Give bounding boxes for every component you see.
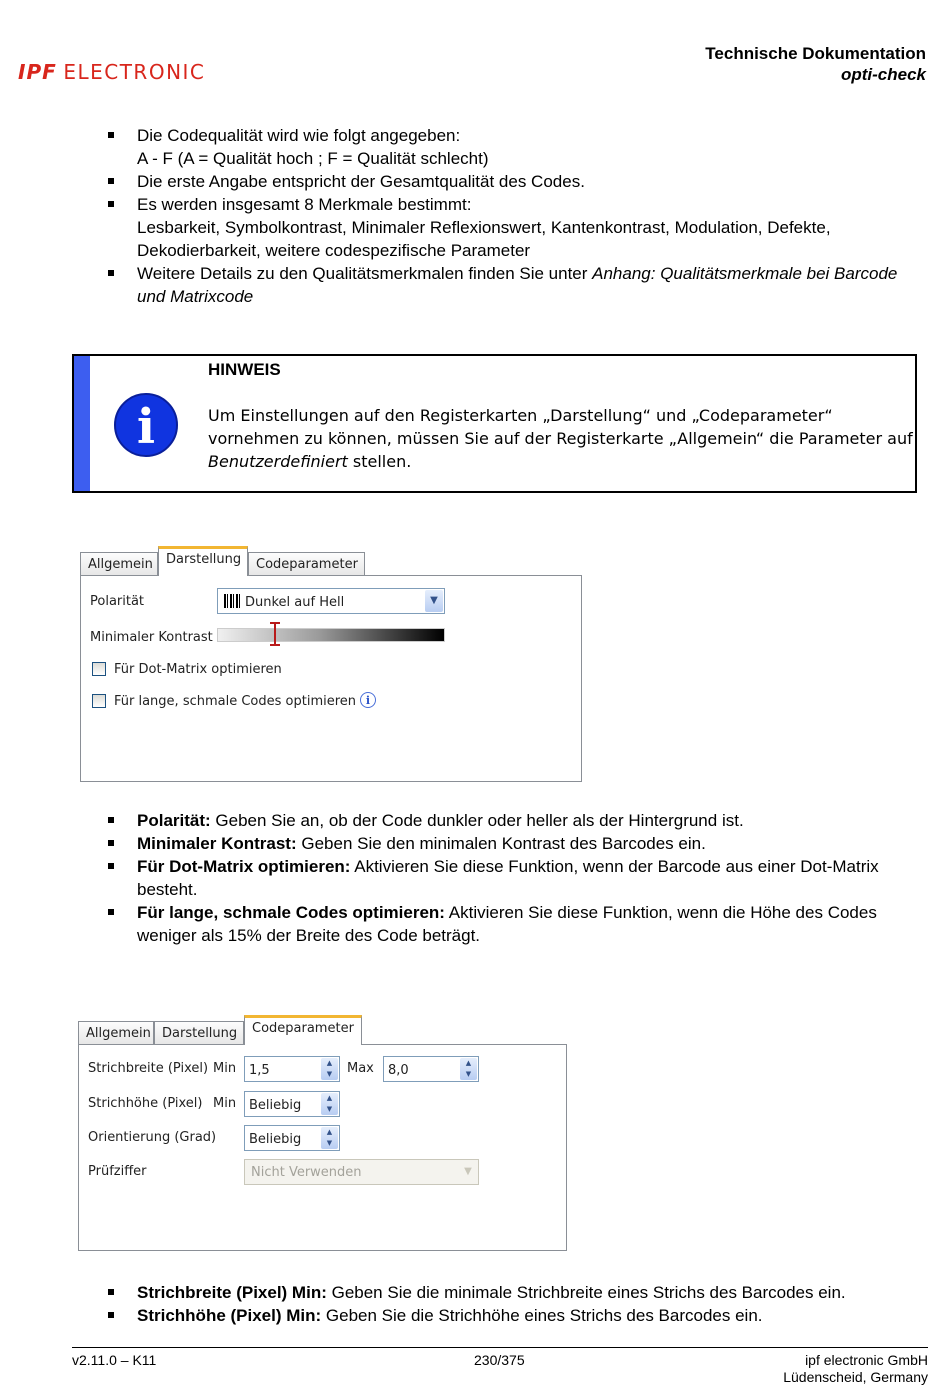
- document-subtitle: opti-check: [840, 65, 926, 84]
- footer-divider: [72, 1347, 928, 1348]
- spinner-arrows-icon[interactable]: ▲ ▼: [321, 1058, 338, 1080]
- logo-electronic: ELECTRONIC: [63, 60, 206, 84]
- pruefziffer-label: Prüfziffer: [88, 1164, 147, 1179]
- slider-thumb[interactable]: [274, 622, 276, 646]
- tab-allgemein[interactable]: Allgemein: [80, 552, 158, 576]
- footer-page-number: 230/375: [474, 1352, 525, 1368]
- list-item-term: Minimaler Kontrast:: [137, 834, 297, 853]
- appendix-reference: Anhang: Qualitätsmerkmale bei Barcode und Matrixcode: [137, 264, 898, 306]
- company-logo: [18, 60, 205, 85]
- tab-darstellung[interactable]: Darstellung: [158, 546, 248, 576]
- barcode-icon: [224, 594, 240, 608]
- tab-codeparameter[interactable]: Codeparameter: [244, 1015, 362, 1045]
- list-item-text: Die erste Angabe entspricht der Gesamtqualität des Codes.: [137, 172, 585, 191]
- info-icon: i: [114, 393, 178, 457]
- pruefziffer-select: [244, 1159, 479, 1185]
- list-item: [108, 170, 918, 193]
- strichbreite-min-value: 1,5: [249, 1063, 270, 1078]
- list-item: [108, 262, 918, 308]
- list-item: [108, 124, 918, 170]
- document-title: Technische Dokumentation: [705, 44, 926, 63]
- list-item-desc: Geben Sie die Strichhöhe eines Strichs des Barcodes ein.: [321, 1306, 763, 1325]
- list-item-text: Die Codequalität wird wie folgt angegeben:: [137, 126, 461, 145]
- codeparameter-panel: [78, 1044, 567, 1251]
- tab-allgemein[interactable]: Allgemein: [78, 1021, 154, 1045]
- note-text: [208, 404, 913, 473]
- spinner-arrows-icon[interactable]: ▲ ▼: [321, 1093, 338, 1115]
- tab-darstellung[interactable]: Darstellung: [154, 1021, 244, 1045]
- list-item-desc: Geben Sie die minimale Strichbreite eines Strichs des Barcodes ein.: [326, 1283, 846, 1302]
- list-item: [108, 901, 918, 947]
- logo-ipf: IPF: [18, 60, 57, 84]
- strichbreite-max-input[interactable]: [383, 1056, 479, 1082]
- list-item: [108, 1281, 918, 1304]
- spinner-arrows-icon[interactable]: ▲ ▼: [460, 1058, 477, 1080]
- list-item-term: Für Dot-Matrix optimieren:: [137, 857, 351, 876]
- note-text-part: stellen.: [347, 452, 412, 471]
- strichhoehe-min-value: Beliebig: [249, 1098, 302, 1113]
- list-item-desc: Geben Sie den minimalen Kontrast des Barcodes ein.: [296, 834, 706, 853]
- strichbreite-max-value: 8,0: [388, 1063, 409, 1078]
- polarity-label: Polarität: [90, 594, 145, 609]
- footer-company-name: ipf electronic GmbH: [805, 1352, 928, 1368]
- polarity-select[interactable]: [217, 588, 445, 614]
- list-item-term: Polarität:: [137, 811, 211, 830]
- polarity-value: Dunkel auf Hell: [245, 595, 345, 610]
- quality-list: [108, 124, 918, 308]
- footer-location: Lüdenscheid, Germany: [783, 1369, 928, 1385]
- list-item: [108, 832, 918, 855]
- pruefziffer-value: Nicht Verwenden: [251, 1165, 362, 1180]
- list-item-text: Es werden insgesamt 8 Merkmale bestimmt:: [137, 195, 472, 214]
- list-item-desc: Aktivieren Sie diese Funktion, wenn der Barcode aus einer Dot-Matrix besteht.: [137, 857, 879, 899]
- contrast-label: Minimaler Kontrast: [90, 630, 213, 645]
- note-text-italic: Benutzerdefiniert: [208, 452, 348, 471]
- list-item-text: Weitere Details zu den Qualitätsmerkmalen finden Sie unter: [137, 264, 593, 283]
- orientierung-label: Orientierung (Grad): [88, 1130, 217, 1145]
- chevron-down-icon: ▼: [459, 1161, 477, 1183]
- list-item: [108, 809, 918, 832]
- chevron-down-icon[interactable]: ▼: [425, 590, 443, 612]
- dotmatrix-label: Für Dot-Matrix optimieren: [114, 662, 282, 677]
- list-item-text: Lesbarkeit, Symbolkontrast, Minimaler Reflexionswert, Kantenkontrast, Modulation, Defekte, Dekodierbarkeit, weitere codespezifische Parameter: [137, 218, 831, 260]
- document-header: [705, 43, 926, 85]
- codeparameter-dialog: [78, 1015, 567, 1251]
- footer-version: v2.11.0 – K11: [72, 1352, 157, 1368]
- contrast-slider[interactable]: [217, 628, 445, 642]
- codeparameter-description-list: [108, 1281, 918, 1327]
- min-label: Min: [213, 1096, 237, 1111]
- min-label: Min: [213, 1061, 237, 1076]
- list-item: [108, 193, 918, 262]
- note-box: [72, 354, 917, 493]
- list-item-term: Strichhöhe (Pixel) Min:: [137, 1306, 322, 1325]
- list-item: [108, 855, 918, 901]
- spinner-arrows-icon[interactable]: ▲ ▼: [321, 1127, 338, 1149]
- max-label: Max: [347, 1061, 374, 1076]
- list-item-text: A - F (A = Qualität hoch ; F = Qualität schlecht): [137, 149, 489, 168]
- strichhoehe-label: Strichhöhe (Pixel): [88, 1096, 203, 1111]
- longcodes-label: Für lange, schmale Codes optimieren: [114, 694, 357, 709]
- info-icon[interactable]: i: [360, 692, 376, 708]
- orientierung-value: Beliebig: [249, 1132, 302, 1147]
- note-title: HINWEIS: [208, 360, 281, 379]
- footer-company: [783, 1352, 928, 1386]
- note-accent-bar: [74, 356, 90, 491]
- note-text-part: Um Einstellungen auf den Registerkarten „Darstellung“ und „Codeparameter“ vornehmen zu können, müssen Sie auf der Registerkarte „Allgemein“ die Parameter auf: [208, 406, 913, 448]
- list-item-term: Für lange, schmale Codes optimieren:: [137, 903, 445, 922]
- darstellung-panel: [80, 575, 582, 782]
- tab-codeparameter[interactable]: Codeparameter: [248, 552, 365, 576]
- list-item-term: Strichbreite (Pixel) Min:: [137, 1283, 327, 1302]
- list-item-desc: Geben Sie an, ob der Code dunkler oder heller als der Hintergrund ist.: [210, 811, 744, 830]
- strichhoehe-min-input[interactable]: [244, 1091, 340, 1117]
- list-item: [108, 1304, 918, 1327]
- darstellung-description-list: [108, 809, 918, 947]
- longcodes-checkbox[interactable]: [92, 694, 106, 708]
- darstellung-dialog: [80, 545, 582, 783]
- strichbreite-min-input[interactable]: [244, 1056, 340, 1082]
- strichbreite-label: Strichbreite (Pixel): [88, 1061, 209, 1076]
- orientierung-input[interactable]: [244, 1125, 340, 1151]
- dotmatrix-checkbox[interactable]: [92, 662, 106, 676]
- list-item-desc: Aktivieren Sie diese Funktion, wenn die Höhe des Codes weniger als 15% der Breite des Code beträgt.: [137, 903, 877, 945]
